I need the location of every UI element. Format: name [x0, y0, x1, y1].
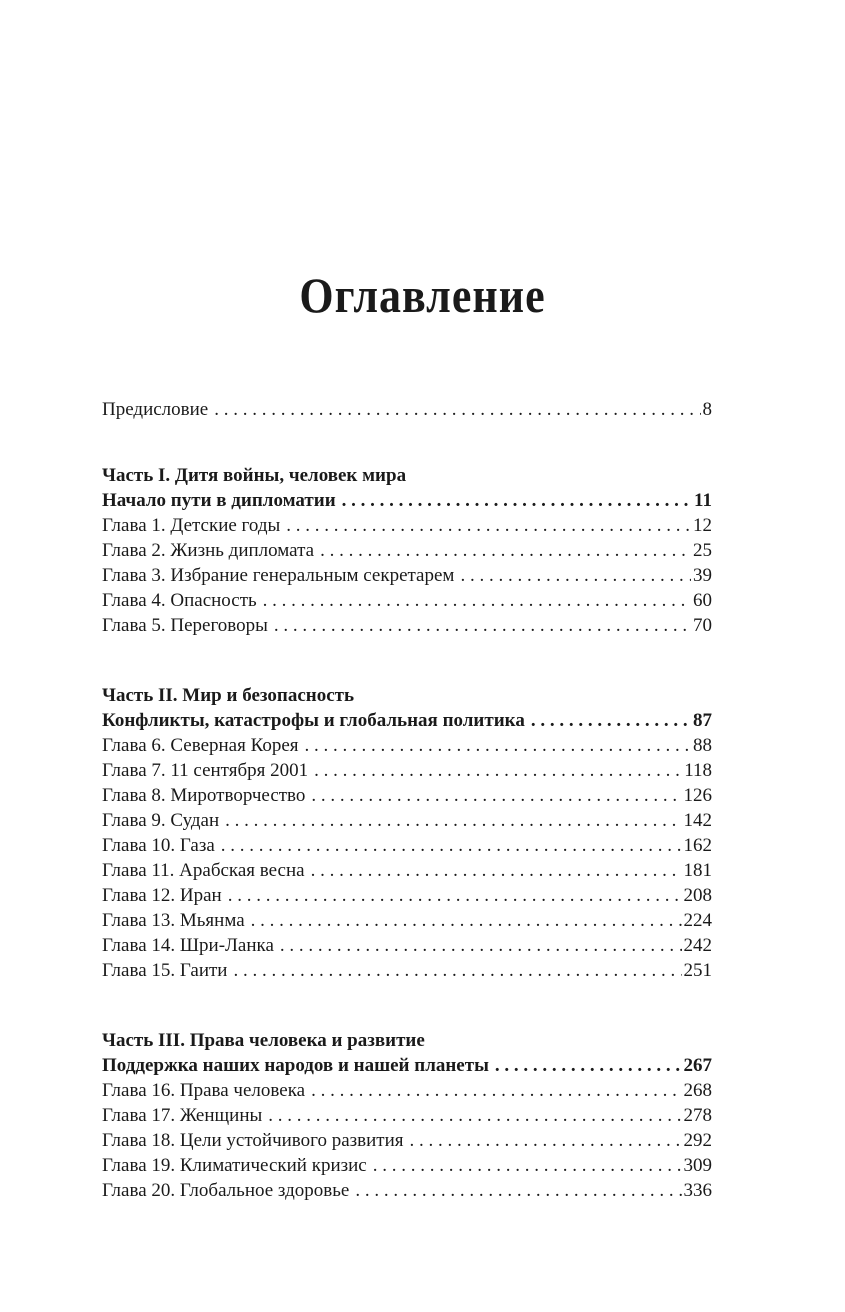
toc-entry-page: 251	[683, 960, 712, 981]
toc-entry-chapter[interactable]	[102, 1153, 712, 1178]
toc-entry-label: Глава 20. Глобальное здоровье	[102, 1180, 350, 1201]
toc-entry-chapter[interactable]	[102, 908, 712, 933]
toc-entry-chapter[interactable]	[102, 858, 712, 883]
toc-entry-page: 126	[683, 785, 712, 806]
toc-entry-page: 8	[702, 399, 712, 420]
toc-entry-label: Поддержка наших народов и нашей планеты	[102, 1055, 489, 1076]
toc-entry-page: 25	[693, 540, 712, 561]
toc-entry-page: 60	[693, 590, 712, 611]
dot-leader	[311, 1078, 681, 1103]
toc-entry-page: 118	[684, 760, 712, 781]
dot-leader	[410, 1128, 682, 1153]
toc-entry-label: Глава 8. Миротворчество	[102, 785, 306, 806]
toc-entry-page: 12	[693, 515, 712, 536]
dot-leader	[268, 1103, 681, 1128]
dot-leader	[233, 958, 681, 983]
dot-leader	[460, 563, 691, 588]
dot-leader	[311, 858, 682, 883]
toc-entry-label: Глава 12. Иран	[102, 885, 222, 906]
toc-entry-page: 224	[683, 910, 712, 931]
dot-leader	[305, 733, 692, 758]
dot-leader	[320, 538, 691, 563]
toc-entry-page: 309	[683, 1155, 712, 1176]
dot-leader	[251, 908, 682, 933]
toc-entry-label: Глава 4. Опасность	[102, 590, 257, 611]
toc-entry-page: 336	[683, 1180, 712, 1201]
part-heading-2: Часть II. Мир и безопасность	[102, 685, 355, 706]
toc-entry-page: 268	[683, 1080, 712, 1101]
toc-entry-chapter[interactable]	[102, 513, 712, 538]
toc-entry-preface[interactable]	[102, 397, 712, 422]
dot-leader	[225, 808, 681, 833]
toc-entry-label: Глава 17. Женщины	[102, 1105, 263, 1126]
toc-entry-label: Глава 19. Климатический кризис	[102, 1155, 367, 1176]
toc-entry-chapter[interactable]	[102, 1178, 712, 1203]
part-subtitle-2[interactable]	[102, 708, 712, 733]
dot-leader	[373, 1153, 682, 1178]
toc-entry-label: Глава 2. Жизнь дипломата	[102, 540, 315, 561]
toc-entry-page: 267	[683, 1055, 712, 1076]
toc-entry-page: 39	[693, 565, 712, 586]
part-subtitle-1[interactable]	[102, 488, 712, 513]
dot-leader	[221, 833, 682, 858]
toc-entry-label: Глава 14. Шри-Ланка	[102, 935, 274, 956]
dot-leader	[286, 513, 691, 538]
toc-entry-chapter[interactable]	[102, 808, 712, 833]
toc-entry-chapter[interactable]	[102, 833, 712, 858]
dot-leader	[355, 1178, 681, 1203]
toc-entry-label: Конфликты, катастрофы и глобальная политика	[102, 710, 525, 731]
toc-entry-label: Глава 1. Детские годы	[102, 515, 281, 536]
dot-leader	[311, 783, 681, 808]
toc-entry-page: 70	[693, 615, 712, 636]
toc-entry-label: Глава 5. Переговоры	[102, 615, 268, 636]
part-subtitle-3[interactable]	[102, 1053, 712, 1078]
toc-entry-chapter[interactable]	[102, 1103, 712, 1128]
toc-entry-label: Предисловие	[102, 399, 209, 420]
toc-entry-chapter[interactable]	[102, 733, 712, 758]
dot-leader	[228, 883, 682, 908]
toc-entry-chapter[interactable]	[102, 883, 712, 908]
toc-entry-page: 87	[693, 710, 712, 731]
page-title: Оглавление	[299, 268, 546, 324]
dot-leader	[495, 1053, 682, 1078]
toc-entry-page: 208	[683, 885, 712, 906]
toc-entry-chapter[interactable]	[102, 613, 712, 638]
toc-entry-label: Глава 3. Избрание генеральным секретарем	[102, 565, 455, 586]
toc-entry-page: 292	[683, 1130, 712, 1151]
toc-entry-page: 88	[693, 735, 712, 756]
toc-entry-label: Глава 15. Гаити	[102, 960, 228, 981]
toc-entry-label: Глава 7. 11 сентября 2001	[102, 760, 309, 781]
toc-entry-chapter[interactable]	[102, 1078, 712, 1103]
dot-leader	[314, 758, 682, 783]
dot-leader	[274, 613, 691, 638]
dot-leader	[280, 933, 682, 958]
toc-entry-page: 242	[683, 935, 712, 956]
dot-leader	[342, 488, 692, 513]
toc-entry-chapter[interactable]	[102, 958, 712, 983]
toc-entry-label: Начало пути в дипломатии	[102, 490, 336, 511]
toc-entry-chapter[interactable]	[102, 538, 712, 563]
toc-entry-label: Глава 13. Мьянма	[102, 910, 245, 931]
toc-entry-chapter[interactable]	[102, 933, 712, 958]
toc-entry-label: Глава 18. Цели устойчивого развития	[102, 1130, 404, 1151]
toc-entry-page: 278	[683, 1105, 712, 1126]
toc-entry-page: 181	[683, 860, 712, 881]
toc-entry-chapter[interactable]	[102, 1128, 712, 1153]
toc-entry-page: 142	[683, 810, 712, 831]
dot-leader	[531, 708, 691, 733]
toc-entry-label: Глава 11. Арабская весна	[102, 860, 305, 881]
toc-entry-label: Глава 9. Судан	[102, 810, 220, 831]
toc-entry-page: 162	[683, 835, 712, 856]
toc-entry-chapter[interactable]	[102, 758, 712, 783]
toc-entry-chapter[interactable]	[102, 783, 712, 808]
toc-entry-label: Глава 10. Газа	[102, 835, 215, 856]
dot-leader	[214, 397, 700, 422]
toc-entry-chapter[interactable]	[102, 588, 712, 613]
part-heading-1: Часть I. Дитя войны, человек мира	[102, 465, 407, 486]
table-of-contents	[102, 397, 712, 1203]
toc-entry-page: 11	[694, 490, 712, 511]
toc-entry-label: Глава 16. Права человека	[102, 1080, 306, 1101]
part-heading-3: Часть III. Права человека и развитие	[102, 1030, 425, 1051]
toc-entry-label: Глава 6. Северная Корея	[102, 735, 299, 756]
dot-leader	[263, 588, 691, 613]
toc-entry-chapter[interactable]	[102, 563, 712, 588]
